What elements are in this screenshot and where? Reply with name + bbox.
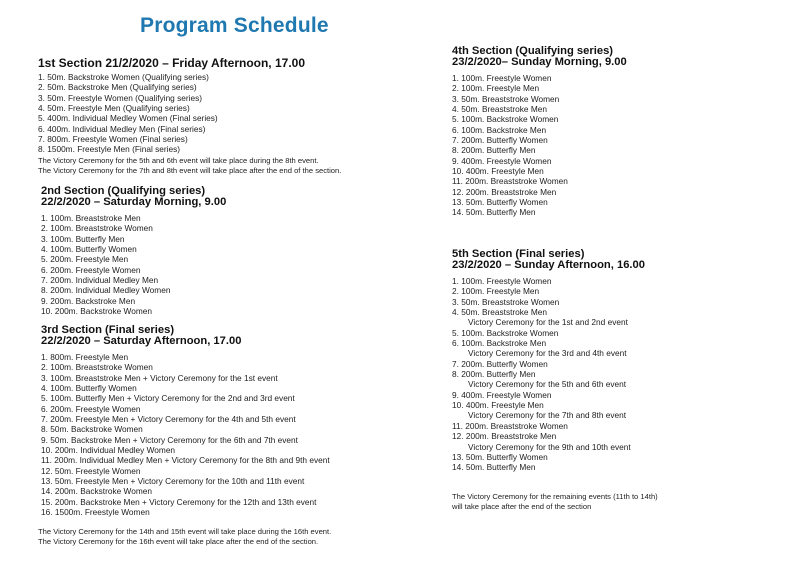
- event-item: 13. 50m. Butterfly Women: [452, 451, 548, 462]
- section-5-notes: [452, 492, 658, 512]
- event-item: 11. 200m. Breaststroke Women: [452, 420, 568, 431]
- event-item: 6. 200m. Freestyle Women: [41, 264, 141, 275]
- event-item: 12. 200m. Breaststroke Men: [452, 431, 557, 442]
- event-item: 9. 200m. Backstroke Men: [41, 295, 136, 306]
- event-item: 2. 50m. Backstroke Men (Qualifying series): [38, 82, 197, 93]
- event-item: 4. 50m. Freestyle Men (Qualifying series): [38, 103, 190, 114]
- event-item: 2. 100m. Breaststroke Women: [41, 223, 153, 234]
- victory-ceremony-note: Victory Ceremony for the 5th and 6th event: [468, 379, 627, 390]
- section-2: [41, 186, 226, 316]
- section-2-event-list: [41, 213, 226, 316]
- event-item: 8. 200m. Butterfly Men: [452, 145, 536, 156]
- event-item: 2. 100m. Breaststroke Women: [41, 362, 153, 373]
- event-item: 15. 200m. Backstroke Men + Victory Ceremony for the 12th and 13th event: [41, 496, 317, 507]
- victory-ceremony-note: Victory Ceremony for the 3rd and 4th event: [468, 348, 627, 359]
- event-item: 1. 100m. Freestyle Women: [452, 73, 552, 83]
- event-item: 10. 400m. Freestyle Men: [452, 166, 544, 177]
- section-1-heading: 1st Section 21/2/2020 – Friday Afternoon, 17.00: [38, 56, 305, 70]
- event-item: 8. 50m. Backstroke Women: [41, 424, 143, 435]
- event-item: 7. 200m. Freestyle Men + Victory Ceremony for the 4th and 5th event: [41, 414, 296, 425]
- victory-ceremony-note: Victory Ceremony for the 9th and 10th event: [468, 441, 631, 452]
- event-item: 12. 200m. Breaststroke Men: [452, 186, 557, 197]
- section-3-heading-line-1: 3rd Section (Final series): [41, 324, 175, 336]
- event-item: 13. 50m. Freestyle Men + Victory Ceremony for the 10th and 11th event: [41, 476, 305, 487]
- section-4-heading-line-2: 23/2/2020– Sunday Morning, 9.00: [452, 56, 627, 68]
- event-item: 12. 50m. Freestyle Women: [41, 465, 141, 476]
- section-1: [38, 58, 341, 176]
- event-item: 4. 100m. Butterfly Women: [41, 383, 137, 394]
- event-item: 14. 50m. Butterfly Men: [452, 207, 536, 218]
- page-title: Program Schedule: [140, 14, 329, 37]
- event-item: 10. 400m. Freestyle Men: [452, 400, 544, 411]
- section-5-note: The Victory Ceremony for the remaining events (11th to 14th): [452, 492, 658, 501]
- event-item: 14. 50m. Butterfly Men: [452, 462, 536, 473]
- event-item: 1. 800m. Freestyle Men: [41, 352, 129, 362]
- event-item: 14. 200m. Backstroke Women: [41, 486, 152, 497]
- section-1-note: The Victory Ceremony for the 5th and 6th event will take place during the 8th event.: [38, 155, 319, 165]
- event-item: 5. 100m. Butterfly Men + Victory Ceremony for the 2nd and 3rd event: [41, 393, 295, 404]
- section-5: [452, 249, 645, 473]
- event-item: 1. 50m. Backstroke Women (Qualifying series): [38, 72, 209, 82]
- event-item: 10. 200m. Backstroke Women: [41, 306, 152, 317]
- section-1-notes: [38, 156, 341, 176]
- event-item: 6. 400m. Individual Medley Men (Final series): [38, 123, 206, 134]
- section-5-heading-line-2: 23/2/2020 – Sunday Afternoon, 16.00: [452, 259, 645, 271]
- event-item: 13. 50m. Butterfly Women: [452, 197, 548, 208]
- event-item: 7. 200m. Butterfly Women: [452, 358, 548, 369]
- section-3-event-list: [41, 352, 330, 518]
- event-item: 11. 200m. Individual Medley Men + Victory Ceremony for the 8th and 9th event: [41, 455, 330, 466]
- event-item: 8. 200m. Butterfly Men: [452, 369, 536, 380]
- section-4-event-list: [452, 73, 627, 218]
- section-3: [41, 325, 330, 518]
- section-2-heading-line-2: 22/2/2020 – Saturday Morning, 9.00: [41, 196, 227, 208]
- event-item: 5. 400m. Individual Medley Women (Final series): [38, 113, 218, 124]
- event-item: 6. 200m. Freestyle Women: [41, 403, 141, 414]
- event-item: 8. 1500m. Freestyle Men (Final series): [38, 144, 181, 155]
- event-item: 6. 100m. Backstroke Men: [452, 124, 547, 135]
- victory-ceremony-note: Victory Ceremony for the 1st and 2nd event: [468, 317, 628, 328]
- section-5-note: will take place after the end of the section: [452, 502, 592, 512]
- event-item: 3. 50m. Breaststroke Women: [452, 93, 560, 104]
- event-item: 3. 100m. Butterfly Men: [41, 233, 125, 244]
- event-item: 11. 200m. Breaststroke Women: [452, 176, 568, 187]
- event-item: 5. 200m. Freestyle Men: [41, 254, 129, 265]
- event-item: 7. 200m. Individual Medley Men: [41, 275, 159, 286]
- section-5-heading-line-1: 5th Section (Final series): [452, 248, 585, 260]
- event-item: 1. 100m. Breaststroke Men: [41, 213, 141, 223]
- section-4: [452, 46, 627, 218]
- event-item: 3. 50m. Freestyle Women (Qualifying series): [38, 92, 202, 103]
- event-item: 16. 1500m. Freestyle Women: [41, 507, 150, 518]
- event-item: 2. 100m. Freestyle Men: [452, 83, 540, 94]
- section-3-heading-line-2: 22/2/2020 – Saturday Afternoon, 17.00: [41, 335, 242, 347]
- event-item: 9. 400m. Freestyle Women: [452, 389, 552, 400]
- event-item: 4. 50m. Breaststroke Men: [452, 307, 547, 318]
- event-item: 6. 100m. Backstroke Men: [452, 338, 547, 349]
- event-item: 1. 100m. Freestyle Women: [452, 276, 552, 286]
- section-1-event-list: [38, 72, 341, 155]
- event-item: 9. 50m. Backstroke Men + Victory Ceremony for the 6th and 7th event: [41, 434, 298, 445]
- section-3-notes: [38, 527, 331, 547]
- event-item: 5. 100m. Backstroke Women: [452, 114, 559, 125]
- event-item: 3. 50m. Breaststroke Women: [452, 296, 560, 307]
- event-item: 4. 50m. Breaststroke Men: [452, 104, 547, 115]
- event-item: 2. 100m. Freestyle Men: [452, 286, 540, 297]
- event-item: 7. 800m. Freestyle Women (Final series): [38, 134, 188, 145]
- event-item: 3. 100m. Breaststroke Men + Victory Ceremony for the 1st event: [41, 372, 278, 383]
- event-item: 8. 200m. Individual Medley Women: [41, 285, 171, 296]
- section-1-note: The Victory Ceremony for the 7th and 8th event will take place after the end of the section.: [38, 165, 342, 175]
- event-item: 7. 200m. Butterfly Women: [452, 135, 548, 146]
- event-item: 9. 400m. Freestyle Women: [452, 155, 552, 166]
- event-item: 10. 200m. Individual Medley Women: [41, 445, 176, 456]
- victory-ceremony-note: Victory Ceremony for the 7th and 8th event: [468, 410, 627, 421]
- section-5-event-list: [452, 276, 645, 473]
- event-item: 5. 100m. Backstroke Women: [452, 327, 559, 338]
- section-3-note: The Victory Ceremony for the 14th and 15th event will take place during the 16th event.: [38, 527, 332, 536]
- event-item: 4. 100m. Butterfly Women: [41, 244, 137, 255]
- section-2-heading-line-1: 2nd Section (Qualifying series): [41, 185, 206, 197]
- section-4-heading-line-1: 4th Section (Qualifying series): [452, 45, 614, 57]
- section-3-note: The Victory Ceremony for the 16th event will take place after the end of the section.: [38, 537, 319, 547]
